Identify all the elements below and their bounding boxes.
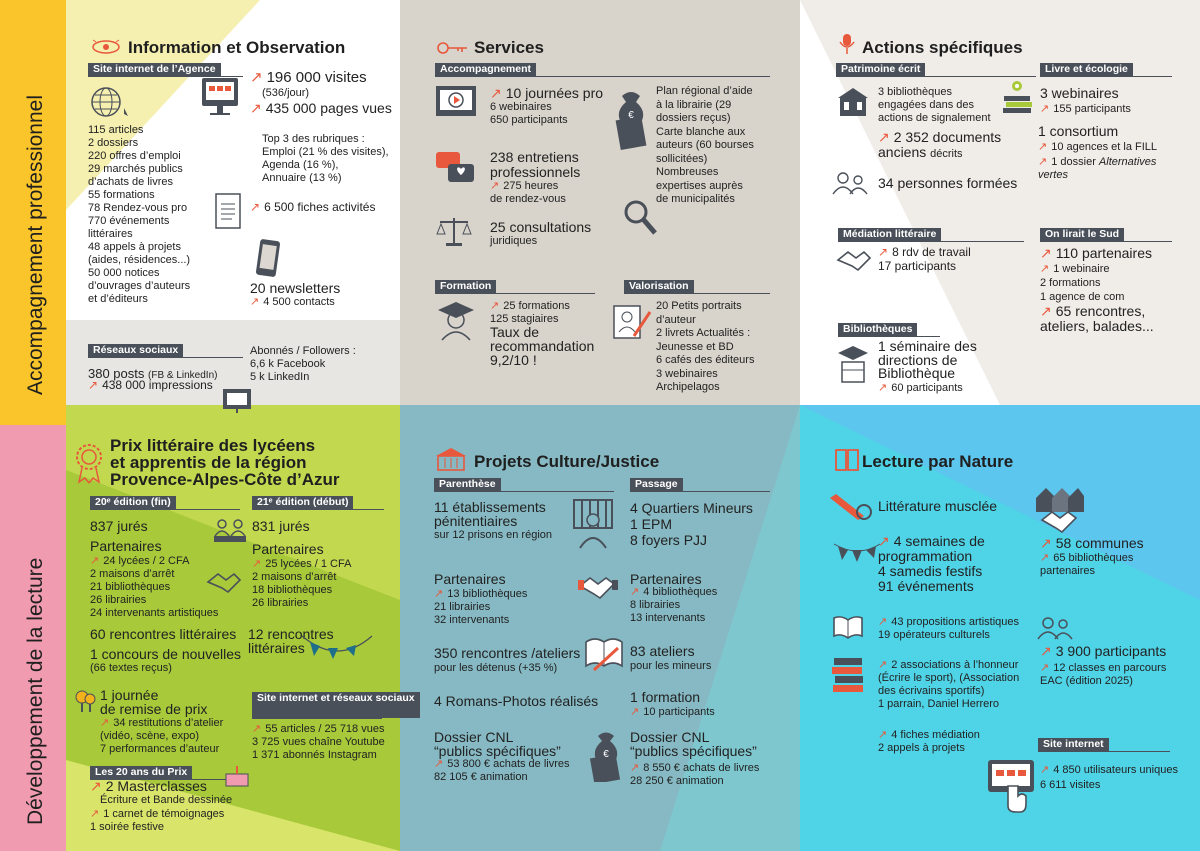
master-sub: Écriture et Bande dessinée bbox=[100, 794, 233, 806]
top3: Top 3 des rubriques : Emploi (21 % des visites), Agenda (16 %), Annuaire (13 %) bbox=[262, 133, 389, 184]
participants-nature: 3 900 participants bbox=[1055, 643, 1167, 659]
mediation-label: Médiation littéraire bbox=[838, 228, 941, 241]
audience-icon bbox=[1036, 616, 1076, 640]
book-stack-icon bbox=[830, 654, 866, 696]
concours-sub: (66 textes reçus) bbox=[90, 662, 172, 674]
prisoner-icon bbox=[572, 498, 614, 550]
plan-list: Plan régional d’aide à la librairie (29 dossiers reçus) Carte blanche aux auteurs (60 bourses sollicitées) Nombreuses expertises auprès de municipalités bbox=[656, 85, 754, 205]
ateliers-sub: pour les mineurs bbox=[630, 660, 712, 672]
prix-title: Prix littéraire des lycéens et apprentis de la région Provence-Alpes-Côte d’Azur bbox=[110, 436, 340, 489]
svg-text:€: € bbox=[603, 749, 609, 760]
justice-title: Projets Culture/Justice bbox=[474, 452, 660, 471]
journee-list: 34 restitutions d’atelier (vidéo, scène, expo) 7 performances d’auteur bbox=[100, 717, 224, 755]
globe-icon bbox=[90, 86, 130, 120]
key-icon bbox=[436, 40, 470, 56]
jures20: 837 jurés bbox=[90, 518, 148, 534]
document-icon bbox=[212, 192, 244, 232]
webinaires: 3 webinaires bbox=[1040, 85, 1119, 101]
romans: 4 Romans-Photos réalisés bbox=[434, 693, 599, 709]
part-l-list: 13 bibliothèques 21 librairies 32 intervenants bbox=[434, 588, 528, 626]
journees-sub: 6 webinaires 650 participants bbox=[490, 101, 568, 126]
monitor-icon bbox=[200, 76, 240, 118]
part21: Partenaires bbox=[252, 541, 324, 557]
bibliotheques-label: Bibliothèques bbox=[838, 323, 917, 336]
rencontres60: 60 rencontres littéraires bbox=[90, 626, 237, 642]
posts-sub: (FB & LinkedIn) bbox=[148, 370, 218, 381]
formation-justice: 1 formation bbox=[630, 689, 701, 705]
consortium-sub: 10 agences et la FILL bbox=[1051, 141, 1158, 153]
chat-bubbles-icon bbox=[434, 150, 478, 190]
sud-rencontres: 65 rencontres, ateliers, balades... bbox=[1040, 303, 1154, 334]
cnl-r: Dossier CNL “publics spécifiques” bbox=[630, 729, 757, 759]
list21: 25 lycées / 1 CFA 2 maisons d’arrêt 18 bibliothèques 26 librairies bbox=[252, 558, 352, 609]
semaines: 4 semaines de programmation 4 samedis festifs 91 événements bbox=[878, 533, 985, 594]
patri-text: 3 bibliothèques engagées dans des actions de signalement bbox=[878, 86, 991, 124]
seminaire-sub: 60 participants bbox=[891, 382, 963, 394]
handshake-icon bbox=[836, 248, 872, 276]
etablissements: 11 établissements pénitentiaires bbox=[434, 499, 546, 529]
quartiers: 4 Quartiers Mineurs 1 EPM 8 foyers PJJ bbox=[630, 500, 753, 548]
formation-justice-sub: 10 participants bbox=[643, 706, 715, 718]
cnl-l-list: 53 800 € achats de livres 82 105 € animation bbox=[434, 758, 570, 783]
entretiens: 238 entretiens professionnels bbox=[490, 149, 581, 180]
valorisation-label: Valorisation bbox=[624, 280, 694, 293]
touch-screen-icon bbox=[986, 758, 1036, 816]
ecologie-label: Livre et écologie bbox=[1040, 63, 1133, 76]
rosette-icon bbox=[72, 440, 106, 486]
docs-sub: décrits bbox=[930, 147, 963, 160]
entretiens-sub: 275 heures de rendez-vous bbox=[490, 180, 566, 205]
scales-icon bbox=[434, 214, 474, 248]
graduate-icon bbox=[436, 298, 476, 342]
sidebar-top-label: Accompagnement professionnel bbox=[24, 94, 47, 395]
sidebar-bottom-label: Développement de la lecture bbox=[24, 557, 47, 825]
visits-sub: (536/jour) bbox=[262, 87, 310, 99]
magnifier-icon bbox=[622, 198, 658, 238]
jury-icon bbox=[212, 518, 248, 544]
communes-sub: 65 bibliothèques partenaires bbox=[1040, 552, 1134, 577]
video-icon bbox=[434, 84, 478, 118]
concours: 1 concours de nouvelles bbox=[90, 646, 241, 662]
taux: Taux de recommandation 9,2/10 ! bbox=[490, 324, 595, 368]
site-prix-list: 55 articles / 25 718 vues 3 725 vues chaîne Youtube 1 371 abonnés Instagram bbox=[252, 723, 385, 761]
ateliers: 83 ateliers bbox=[630, 643, 695, 659]
site-agence-label: Site internet de l’Agence bbox=[88, 63, 221, 76]
money-bag-justice-icon bbox=[588, 726, 624, 782]
valo-list: 20 Petits portraits d’auteur 2 livrets Actualités : Jeunesse et BD 6 cafés des éditeurs 3 webinaires Archipelagos bbox=[656, 300, 755, 393]
etablissements-sub: sur 12 prisons en région bbox=[434, 529, 553, 541]
parenthese-label: Parenthèse bbox=[434, 478, 501, 491]
site-list: 115 articles 2 dossiers 220 offres d’emploi 29 marchés publics d’achats de livres 55 formations 78 Rendez-vous pro 770 événements littéraires 48 appels à projets (aides, résidences...) 50 000 notices d’ouvrages d’auteurs et d’éditeurs bbox=[88, 124, 191, 305]
consult-sub: juridiques bbox=[490, 235, 538, 247]
site-prix-label: Site internet et réseaux sociaux bbox=[252, 692, 420, 718]
book-pen-icon bbox=[584, 634, 624, 674]
master: 2 Masterclasses bbox=[105, 778, 207, 794]
sud-partenaires: 110 partenaires bbox=[1055, 245, 1152, 261]
associations: 2 associations à l’honneur (Écrire le sport), (Association des écrivains sportifs) 1 parrain, Daniel Herrero bbox=[878, 659, 1020, 710]
musclee: Littérature musclée bbox=[878, 498, 998, 514]
consortium: 1 consortium bbox=[1038, 123, 1119, 139]
newsletters: 20 newsletters bbox=[250, 280, 341, 296]
books-flower-icon bbox=[1000, 76, 1034, 116]
info-title: Information et Observation bbox=[128, 38, 346, 57]
docs: 2 352 documents anciens bbox=[878, 129, 1002, 160]
book-nature-icon bbox=[834, 446, 860, 472]
list20: 24 lycées / 2 CFA 2 maisons d’arrêt 21 bibliothèques 26 librairies 24 intervenants artistiques bbox=[90, 555, 219, 619]
ans-list: 1 carnet de témoignages 1 soirée festive bbox=[90, 808, 225, 833]
services-title: Services bbox=[474, 38, 544, 57]
posts: 380 posts bbox=[88, 366, 145, 381]
nature-title: Lecture par Nature bbox=[862, 452, 1014, 471]
handshake-prix-icon bbox=[206, 570, 242, 598]
cnl-r-list: 8 550 € achats de livres 28 250 € animation bbox=[630, 762, 760, 787]
mediation-list: 8 rdv de travail 17 participants bbox=[878, 245, 971, 273]
money-bag-icon bbox=[612, 84, 650, 154]
handshake-nature-icon bbox=[1040, 508, 1080, 538]
journees: 10 journées pro bbox=[505, 85, 604, 101]
part-r-list: 4 bibliothèques 8 librairies 13 intervenants bbox=[630, 586, 718, 624]
patrimoine-label: Patrimoine écrit bbox=[836, 63, 925, 76]
site-nature-list: 4 850 utilisateurs uniques 6 611 visites bbox=[1040, 764, 1178, 791]
portrait-pen-icon bbox=[610, 300, 652, 344]
part-l: Partenaires bbox=[434, 571, 506, 587]
flags-icon bbox=[832, 540, 882, 570]
pages: 435 000 pages vues bbox=[265, 100, 392, 116]
part20: Partenaires bbox=[90, 538, 162, 554]
accompagnement-label: Accompagnement bbox=[435, 63, 536, 76]
fiches-nature: 4 fiches médiation 2 appels à projets bbox=[878, 729, 980, 754]
social-label: Réseaux sociaux bbox=[88, 344, 183, 357]
rencontres-justice: 350 rencontres /ateliers bbox=[434, 645, 581, 661]
prison-building-icon bbox=[434, 446, 468, 472]
sud-list: 1 webinaire 2 formations 1 agence de com bbox=[1040, 263, 1125, 303]
formations: 25 formations 125 stagiaires bbox=[490, 300, 570, 325]
social-screen-icon bbox=[222, 388, 252, 414]
fiches: 6 500 fiches activités bbox=[264, 200, 376, 214]
passage-label: Passage bbox=[630, 478, 683, 491]
contacts: 4 500 contacts bbox=[263, 296, 335, 308]
handshake-justice-icon bbox=[578, 574, 618, 604]
dossier-italic: Alternatives vertes bbox=[1038, 156, 1157, 181]
journee: 1 journée de remise de prix bbox=[100, 687, 208, 717]
participants-nature-sub: 12 classes en parcours EAC (édition 2025) bbox=[1040, 662, 1167, 687]
library-building-icon bbox=[836, 86, 870, 118]
ed20-label: 20ᵉ édition (fin) bbox=[90, 496, 176, 509]
consult: 25 consultations bbox=[490, 219, 592, 235]
rencontres-justice-sub: pour les détenus (+35 %) bbox=[434, 662, 558, 674]
dumbbell-icon bbox=[826, 490, 874, 524]
webinaires-sub: 155 participants bbox=[1053, 103, 1131, 115]
grad-cap-building-icon bbox=[836, 344, 870, 384]
bunting-icon bbox=[300, 632, 374, 670]
site-nature-label: Site internet bbox=[1038, 738, 1109, 751]
people-icon bbox=[830, 170, 870, 196]
communes: 58 communes bbox=[1055, 535, 1144, 551]
cnl-l: Dossier CNL “publics spécifiques” bbox=[434, 729, 561, 759]
sud-label: On lirait le Sud bbox=[1040, 228, 1124, 241]
followers: Abonnés / Followers : 6,6 k Facebook 5 k LinkedIn bbox=[250, 345, 356, 383]
actions-title: Actions spécifiques bbox=[862, 38, 1023, 57]
eye-icon bbox=[90, 38, 122, 56]
seminaire: 1 séminaire des directions de Bibliothèque bbox=[878, 338, 977, 381]
visits: 196 000 visites bbox=[266, 69, 367, 86]
microphone-icon bbox=[836, 32, 858, 56]
formees: 34 personnes formées bbox=[878, 175, 1018, 191]
smartphone-icon bbox=[254, 238, 282, 280]
rencontres12: 12 rencontres littéraires bbox=[248, 626, 334, 656]
formation-label: Formation bbox=[435, 280, 496, 293]
lightbulb-icon bbox=[74, 688, 98, 716]
impressions: 438 000 impressions bbox=[102, 378, 213, 392]
dossier: 1 dossier bbox=[1051, 156, 1096, 168]
ans-label: Les 20 ans du Prix bbox=[90, 766, 192, 779]
ed21-label: 21ᵉ édition (début) bbox=[252, 496, 353, 509]
svg-text:€: € bbox=[628, 110, 634, 121]
propositions: 43 propositions artistiques 19 opérateurs culturels bbox=[878, 616, 1020, 641]
part-r: Partenaires bbox=[630, 571, 702, 587]
open-book-icon bbox=[832, 614, 864, 640]
cake-icon bbox=[222, 764, 252, 788]
jures21: 831 jurés bbox=[252, 518, 310, 534]
